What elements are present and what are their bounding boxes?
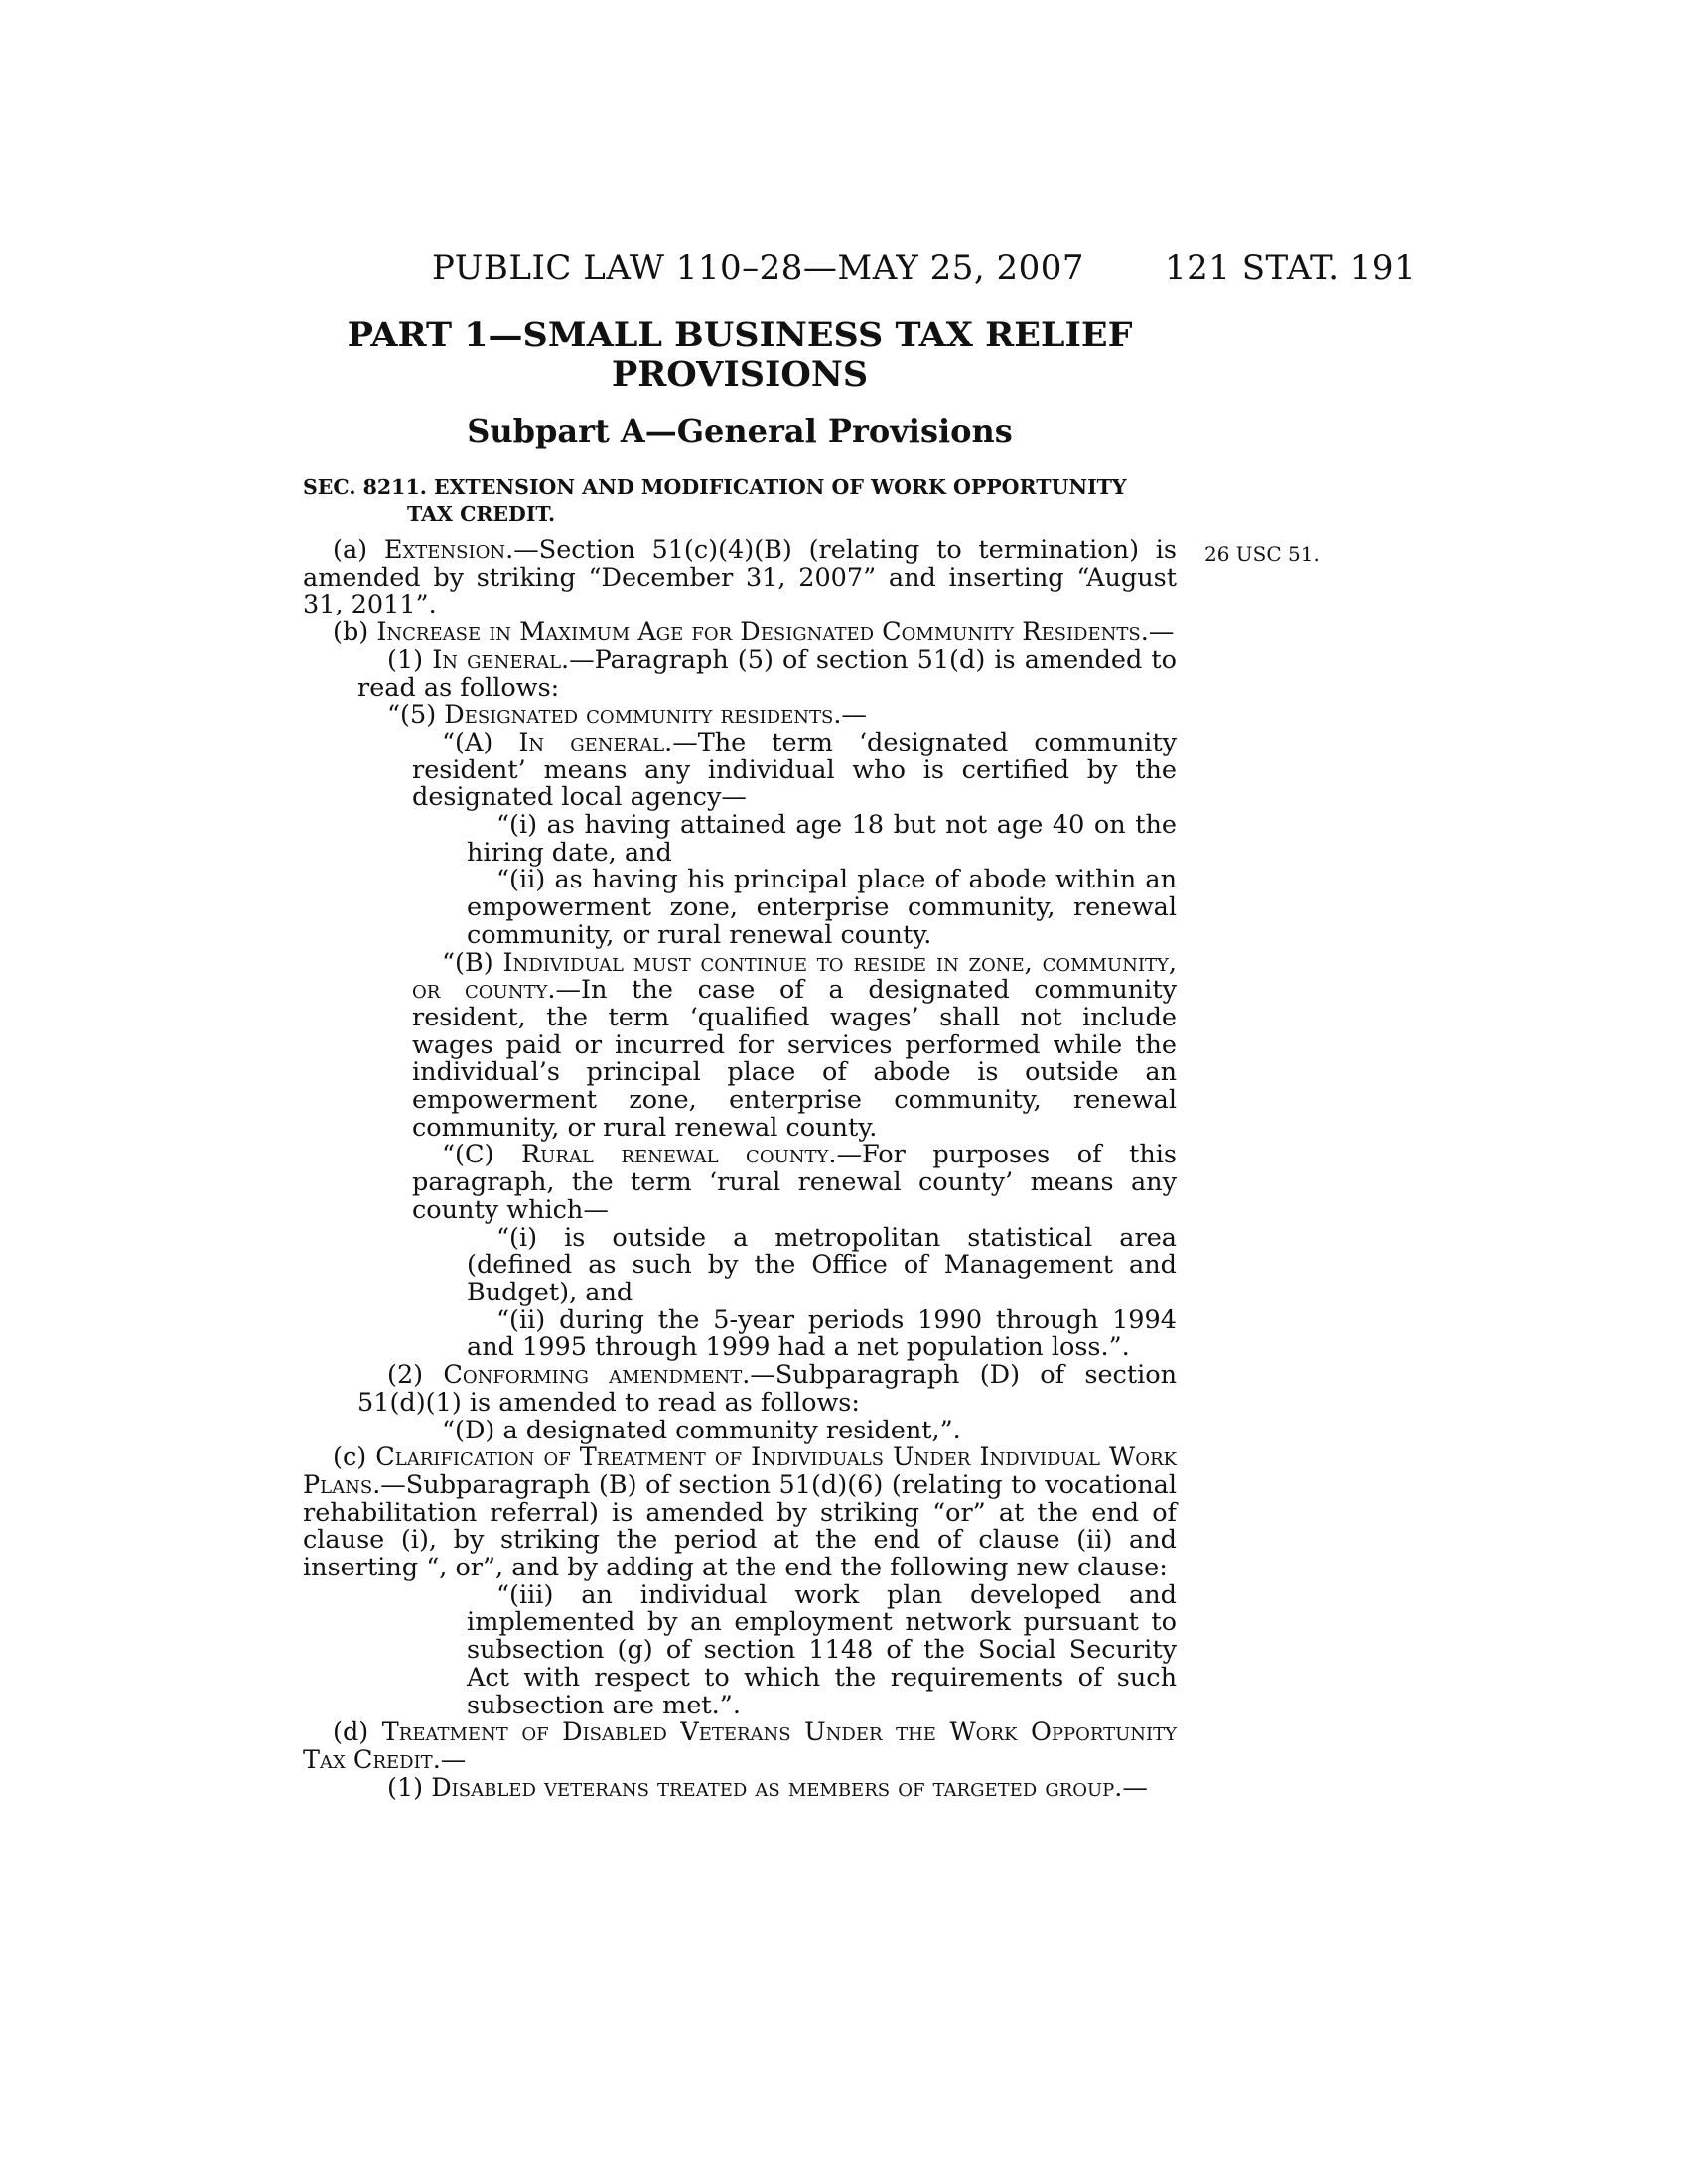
provision-designator: (c)	[333, 1442, 376, 1473]
section-heading-line1: SEC. 8211. EXTENSION AND MODIFICATION OF WORK OPPORTUNITY	[303, 476, 1127, 499]
provision-caption: Rural renewal county	[520, 1140, 829, 1170]
provision-text: is outside a metropolitan statistical area (defined as such by the Office of Management and Budget), and	[467, 1222, 1177, 1307]
provision-text: .—	[1140, 617, 1175, 648]
provision-designator: “(D)	[442, 1415, 503, 1445]
provision-caption: Individual must continue to reside in zone, community, or county	[412, 947, 1178, 1006]
section-body	[303, 537, 1177, 1802]
provision-designator: “(ii)	[496, 1304, 560, 1335]
provision-paragraph	[357, 1772, 1177, 1803]
provision-paragraph	[357, 644, 1178, 703]
provision-text: .—Section 51(c)(4)(B) (relating to termination) is amended by striking “December 31, 2007” and inserting “August 31, 2011”.	[303, 535, 1177, 620]
provision-designator: (1)	[387, 1772, 432, 1803]
usc-margin-note: 26 USC 51.	[1204, 542, 1320, 566]
running-header-law: PUBLIC LAW 110–28—MAY 25, 2007	[432, 248, 1085, 288]
provision-designator: “(ii)	[496, 865, 555, 895]
provision-caption: Extension	[383, 535, 506, 565]
provision-text: .—For purposes of this paragraph, the term ‘rural renewal county’ means any county which—	[412, 1140, 1177, 1225]
provision-designator: (1)	[387, 644, 433, 675]
provision-designator: “(iii)	[496, 1579, 582, 1610]
provision-paragraph	[412, 1415, 1177, 1445]
provision-caption: Clarification of Treatment of Individuals Under Individual Work Plans	[303, 1442, 1177, 1500]
provision-text: .—The term ‘designated community resident’ means any individual who is certified by the designated local agency—	[412, 727, 1177, 813]
subpart-title: Subpart A—General Provisions	[467, 412, 1013, 450]
provision-text: .—Paragraph (5) of section 51(d) is amended to read as follows:	[357, 644, 1178, 703]
provision-text: an individual work plan developed and implemented by an employment network pursuant to subsection (g) of section 1148 of the Social Security Act with respect to which the requirements of such subsection are met.”.	[467, 1579, 1177, 1720]
provision-paragraph	[467, 1222, 1177, 1307]
provision-text: .—	[833, 700, 867, 731]
provision-text: as having attained age 18 but not age 40 on the hiring date, and	[467, 810, 1178, 868]
provision-text: during the 5-year periods 1990 through 1994 and 1995 through 1999 had a net population loss.”.	[467, 1304, 1177, 1363]
provision-text: .—In the case of a designated community resident, the term ‘qualified wages’ shall not include wages paid or incurred for services performed while the individual’s principal place of abode is outside an empowerment zone, enterprise community, renewal community, or rural renewal county.	[412, 975, 1177, 1143]
provision-caption: In general	[518, 727, 665, 757]
provision-caption: Treatment of Disabled Veterans Under the Work Opportunity Tax Credit	[303, 1717, 1177, 1775]
provision-designator: “(B)	[442, 947, 503, 978]
provision-text: .—	[432, 1744, 467, 1775]
provision-paragraph	[467, 1304, 1177, 1363]
part-title: PART 1—SMALL BUSINESS TAX RELIEF PROVISIONS	[347, 315, 1133, 395]
provision-paragraph	[357, 1362, 1177, 1417]
provision-designator: (d)	[333, 1717, 382, 1748]
section-heading	[303, 475, 1177, 528]
provision-designator: “(A)	[442, 727, 519, 757]
provision-caption: In general	[432, 644, 562, 675]
provision-designator: “(i)	[496, 1222, 565, 1253]
provision-paragraph	[303, 537, 1177, 619]
provision-designator: (a)	[333, 535, 384, 565]
provision-caption: Disabled veterans treated as members of targeted group	[431, 1772, 1115, 1803]
provision-caption: Increase in Maximum Age for Designated Community Residents	[376, 617, 1141, 648]
provision-text: .—	[1114, 1772, 1148, 1803]
provision-paragraph	[467, 812, 1177, 867]
provision-designator: “(C)	[442, 1140, 521, 1170]
provision-caption: Designated community residents	[444, 700, 834, 731]
provision-paragraph	[412, 1142, 1177, 1224]
provision-designator: (2)	[387, 1360, 444, 1391]
provision-paragraph	[303, 1719, 1177, 1774]
provision-text: a designated community resident,”.	[502, 1415, 961, 1445]
provision-paragraph	[303, 619, 1177, 647]
provision-paragraph	[357, 702, 1177, 730]
provision-designator: “(i)	[496, 810, 547, 841]
section-heading-line2: TAX CREDIT.	[407, 502, 556, 526]
provision-paragraph	[303, 1444, 1177, 1582]
provision-text: as having his principal place of abode within an empowerment zone, enterprise community, renewal community, or rural renewal county.	[467, 865, 1177, 950]
provision-paragraph	[412, 727, 1177, 813]
provision-designator: (b)	[333, 617, 377, 648]
provision-paragraph	[467, 1579, 1177, 1720]
provision-text: .—Subparagraph (B) of section 51(d)(6) (relating to vocational rehabilitation referral) is amended by striking “or” at the end of clause (i), by striking the period at the end of clause (ii) and inserting “, or”, and by adding at the end the following new clause:	[303, 1469, 1177, 1583]
provision-paragraph	[412, 947, 1178, 1143]
provision-designator: “(5)	[387, 700, 445, 731]
provision-caption: Conforming amendment	[443, 1360, 743, 1391]
running-header-stat-page: 121 STAT. 191	[1165, 248, 1417, 288]
provision-text: .—Subparagraph (D) of section 51(d)(1) is amended to read as follows:	[357, 1360, 1178, 1418]
provision-paragraph	[467, 867, 1177, 949]
